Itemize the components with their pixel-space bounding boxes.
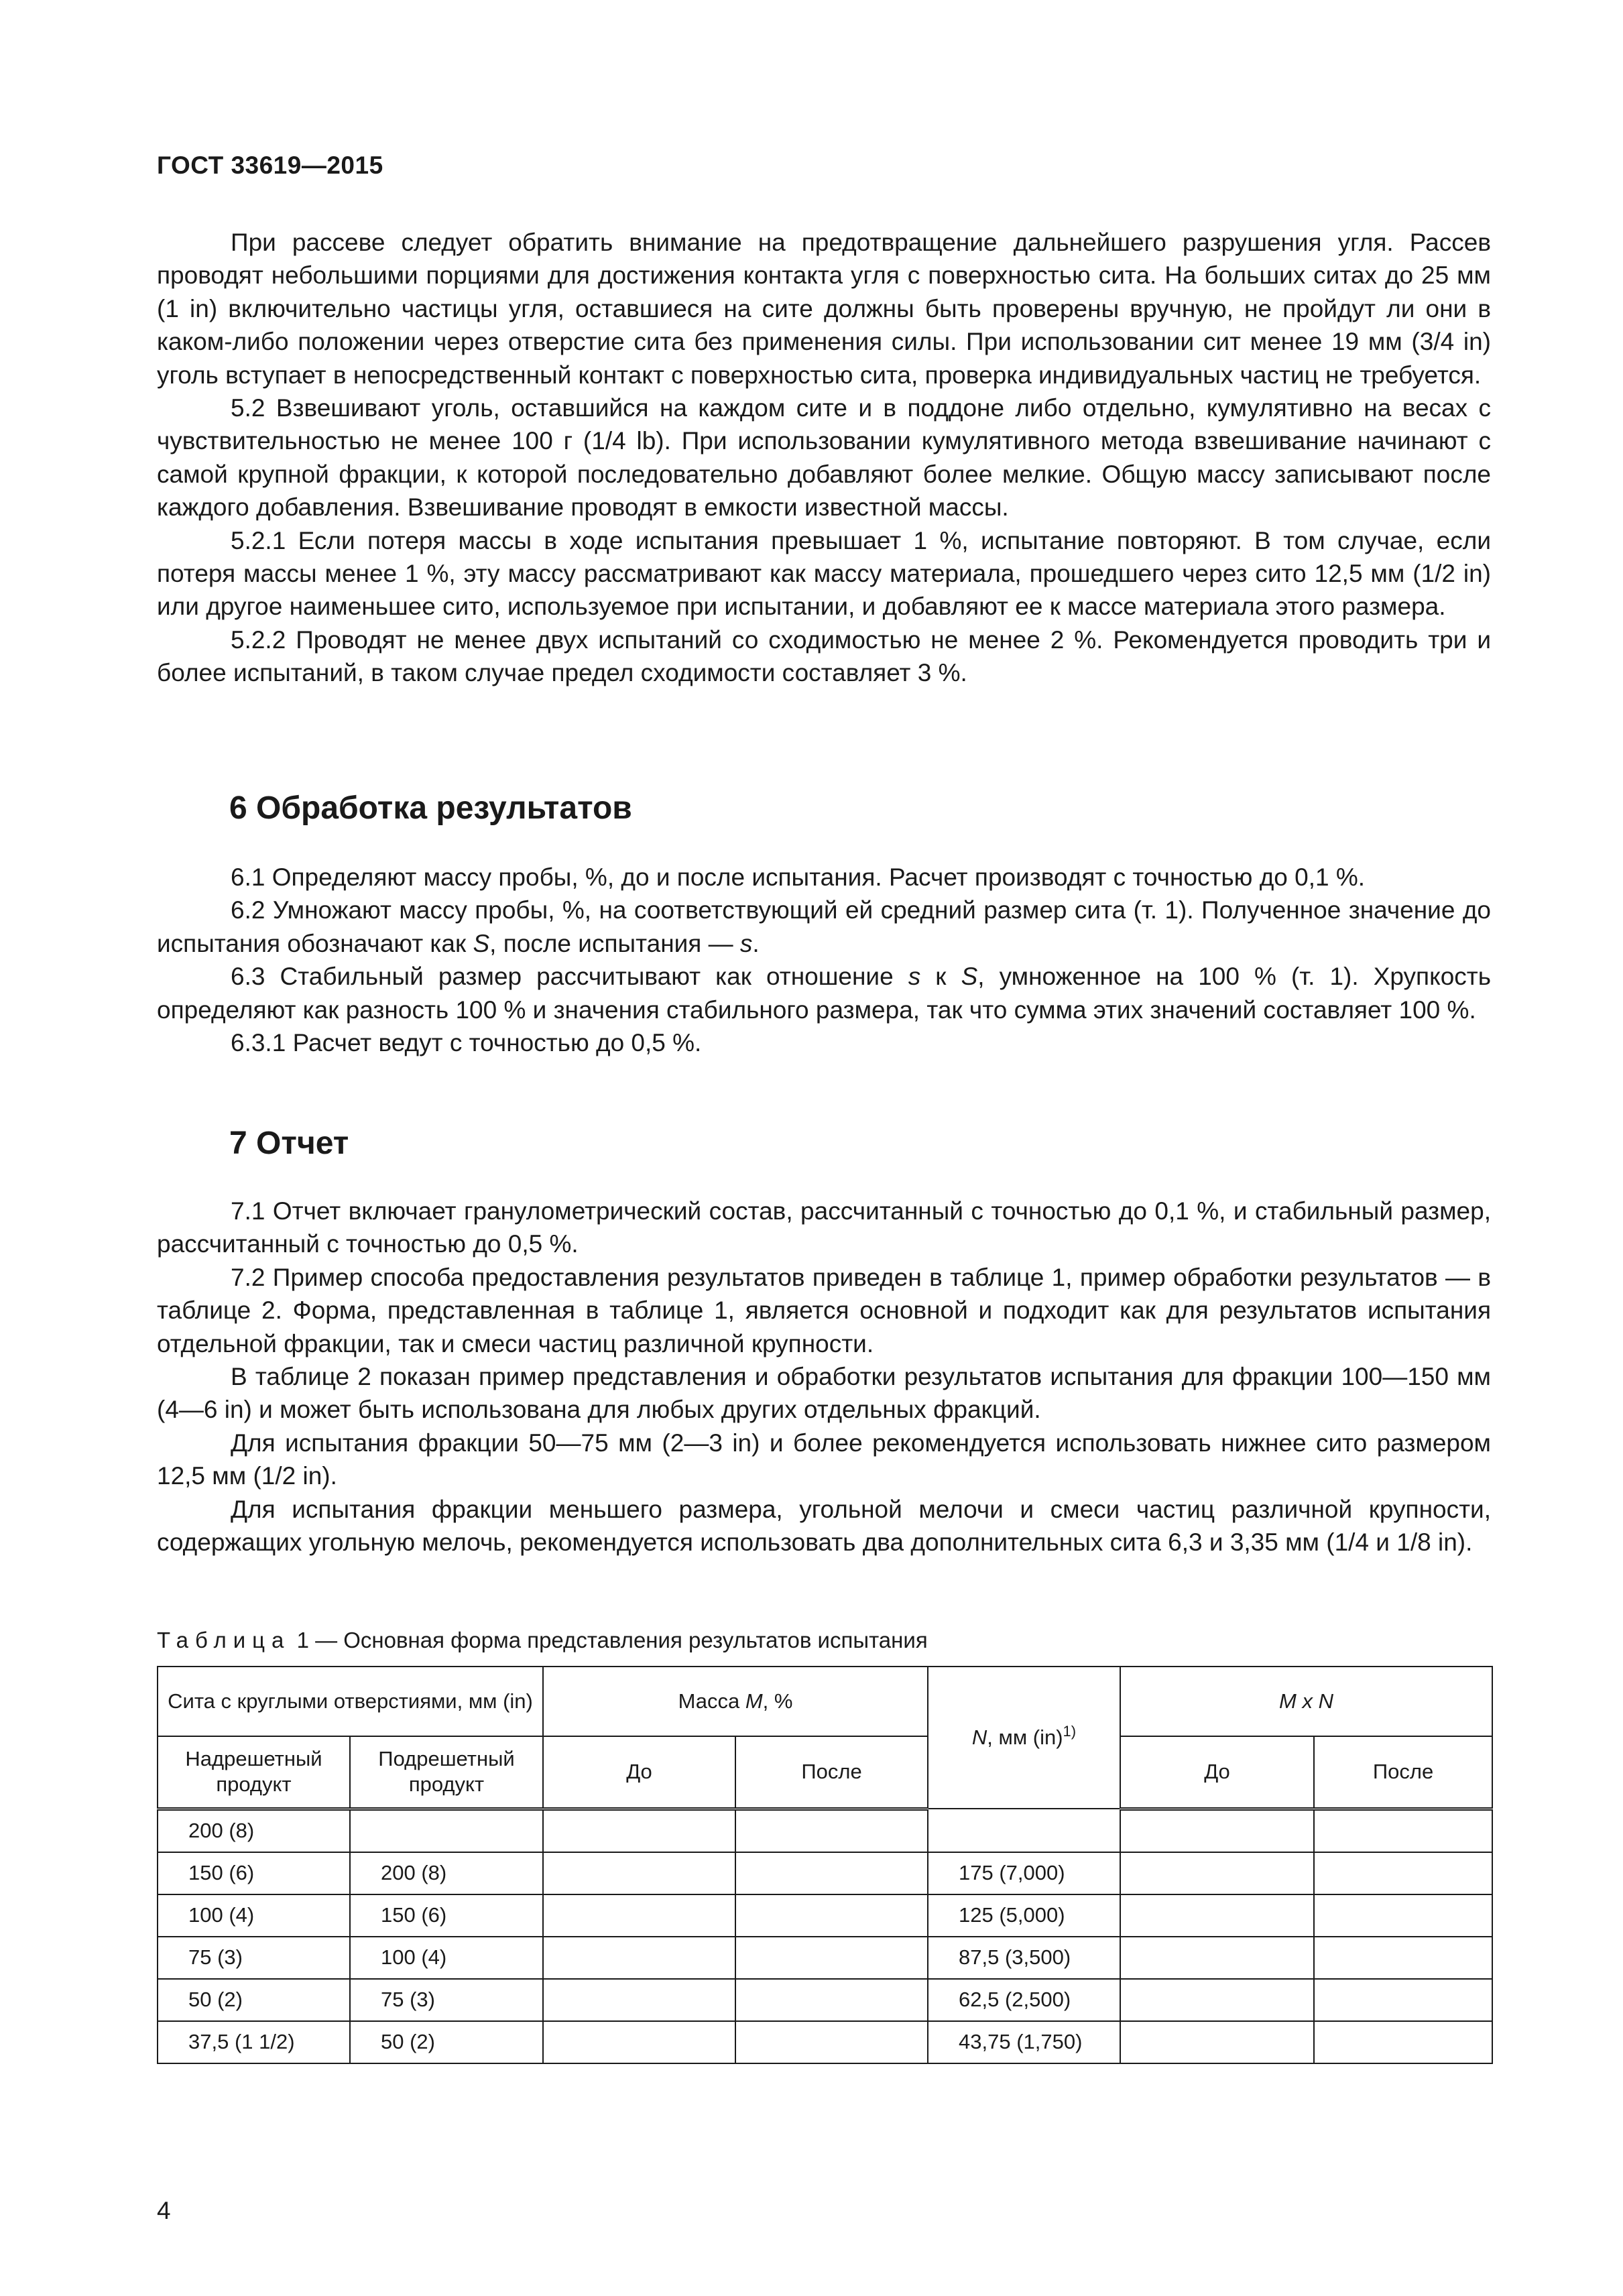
header-mxn [1120, 1667, 1492, 1736]
cell-n: 62,5 (2,500) [928, 1979, 1120, 2021]
document-header: ГОСТ 33619—2015 [157, 152, 383, 179]
cell-over: 37,5 (1 1/2) [158, 2021, 350, 2063]
section6-text [157, 861, 1491, 1059]
text-run: . [752, 929, 760, 957]
paragraph-5-2: 5.2 Взвешивают уголь, оставшийся на каждом сите и в поддоне либо отдельно, кумулятивно на весах с чувствительностью не менее 100 г (1/4 lb). При использовании кумулятивного метода взвешивание начинают с самой крупной фракции, к которой последовательно добавляют более мелкие. Общую массу записывают после каждого добавления. Взвешивание проводят в емкости известной массы. [157, 394, 1491, 522]
cell-mass-before [543, 1809, 735, 1852]
header-mass-var: M [745, 1689, 763, 1713]
caption-label: Таблица [157, 1628, 291, 1652]
header-over: Надрешетный продукт [158, 1736, 350, 1809]
table-row [158, 2021, 1492, 2063]
paragraph: При рассеве следует обратить внимание на предотвращение дальнейшего разрушения угля. Рассев проводят небольшими порциями для достижения контакта угля с поверхностью сита. На больших ситах до 25 мм (1 in) включительно частицы угля, оставшиеся на сите должны быть проверены вручную, не пройдут ли они в каком-либо положении через отверстие сита без применения силы. При использовании сит менее 19 мм (3/4 in) уголь вступает в непосредственный контакт с поверхностью сита, проверка индивидуальных частиц не требуется. [157, 229, 1491, 389]
cell-n: 87,5 (3,500) [928, 1937, 1120, 1979]
paragraph-7-1: 7.1 Отчет включает гранулометрический состав, рассчитанный с точностью до 0,1 %, и стабильный размер, рассчитанный с точностью до 0,5 %. [157, 1197, 1491, 1258]
cell-mxn-before [1120, 1809, 1314, 1852]
cell-mass-after [735, 1894, 928, 1937]
text-run: 6.3 Стабильный размер рассчитывают как отношение [231, 963, 908, 991]
text-run: , после испытания — [489, 929, 740, 957]
cell-mass-before [543, 2021, 735, 2063]
cell-n [928, 1809, 1120, 1852]
cell-under: 75 (3) [350, 1979, 543, 2021]
cell-n: 125 (5,000) [928, 1894, 1120, 1937]
symbol-S: S [961, 963, 978, 991]
results-table [157, 1666, 1493, 2064]
cell-mxn-after [1314, 1894, 1492, 1937]
header-n [928, 1667, 1120, 1809]
footnote-ref: 1) [1063, 1723, 1077, 1740]
cell-mxn-after [1314, 1809, 1492, 1852]
header-mxn-after: После [1314, 1736, 1492, 1809]
paragraph-7-2: 7.2 Пример способа предоставления результатов приведен в таблице 1, пример обработки результатов — в таблице 2. Форма, представленная в таблице 1, является основной и подходит как для результатов испытания отдельной фракции, так и смеси частиц различной крупности. [157, 1263, 1491, 1357]
paragraph-7-3: В таблице 2 показан пример представления и обработки результатов испытания для фракции 100—150 мм (4—6 in) и может быть использована для любых других отдельных фракций. [157, 1363, 1491, 1424]
symbol-s: s [908, 963, 921, 991]
section-7-heading: 7 Отчет [229, 1126, 349, 1161]
paragraph-7-4: Для испытания фракции 50—75 мм (2—3 in) и более рекомендуется использовать нижнее сито размером 12,5 мм (1/2 in). [157, 1429, 1491, 1490]
header-mass-before: До [543, 1736, 735, 1809]
cell-mxn-before [1120, 1894, 1314, 1937]
cell-mass-after [735, 1979, 928, 2021]
section7-text [157, 1195, 1491, 1559]
cell-mxn-before [1120, 1937, 1314, 1979]
cell-mxn-after [1314, 2021, 1492, 2063]
header-sieves: Сита с круглыми отверстиями, мм (in) [158, 1667, 543, 1736]
cell-mxn-before [1120, 1979, 1314, 2021]
section-6 [157, 790, 632, 827]
cell-under: 150 (6) [350, 1894, 543, 1937]
cell-over: 75 (3) [158, 1937, 350, 1979]
cell-under: 100 (4) [350, 1937, 543, 1979]
cell-mxn-before [1120, 1852, 1314, 1894]
cell-mass-before [543, 1852, 735, 1894]
cell-under: 50 (2) [350, 2021, 543, 2063]
header-mxn-label: M x N [1279, 1689, 1333, 1713]
header-n-var: N [971, 1726, 987, 1749]
paragraph-6-2 [157, 894, 1491, 960]
table-row [158, 1852, 1492, 1894]
table-row [158, 1894, 1492, 1937]
cell-mxn-after [1314, 1979, 1492, 2021]
page-number: 4 [157, 2197, 171, 2224]
cell-mass-before [543, 1937, 735, 1979]
paragraph-7-5: Для испытания фракции меньшего размера, угольной мелочи и смеси частиц различной крупности, содержащих угольную мелочь, рекомендуется использовать два дополнительных сита 6,3 и 3,35 мм (1/4 и 1/8 in). [157, 1495, 1491, 1557]
section-6-heading: 6 Обработка результатов [229, 790, 632, 826]
paragraph-6-3 [157, 960, 1491, 1026]
cell-under: 200 (8) [350, 1852, 543, 1894]
cell-mass-before [543, 1894, 735, 1937]
header-mxn-before: До [1120, 1736, 1314, 1809]
text-run: к [920, 963, 961, 991]
cell-mass-after [735, 1852, 928, 1894]
paragraph-6-1: 6.1 Определяют массу пробы, %, до и после испытания. Расчет производят с точностью до 0,1 %. [231, 863, 1366, 891]
table-row [158, 1937, 1492, 1979]
cell-mass-after [735, 2021, 928, 2063]
symbol-s: s [739, 929, 753, 957]
cell-mxn-before [1120, 2021, 1314, 2063]
header-mass-prefix: Масса [678, 1689, 745, 1713]
header-mass-after: После [735, 1736, 928, 1809]
cell-mxn-after [1314, 1852, 1492, 1894]
header-mass [543, 1667, 928, 1736]
cell-n: 43,75 (1,750) [928, 2021, 1120, 2063]
paragraph-5-2-1: 5.2.1 Если потеря массы в ходе испытания превышает 1 %, испытание повторяют. В том случае, если потеря массы менее 1 %, эту массу рассматривают как массу материала, прошедшего через сито 12,5 мм (1/2 in) или другое наименьшее сито, используемое при испытании, и добавляют ее к массе материала этого размера. [157, 526, 1491, 621]
cell-mass-after [735, 1809, 928, 1852]
text-run: 6.2 Умножают массу пробы, %, на соответствующий ей средний размер сита (т. 1). Полученное значение до испытания обозначают как [157, 896, 1491, 957]
section-7 [157, 1125, 349, 1162]
cell-over: 200 (8) [158, 1809, 350, 1852]
caption-text: 1 — Основная форма представления результатов испытания [296, 1628, 928, 1652]
header-n-suffix: , мм (in) [987, 1726, 1063, 1749]
cell-mxn-after [1314, 1937, 1492, 1979]
table-caption [157, 1628, 928, 1653]
header-under: Подрешетный продукт [350, 1736, 543, 1809]
section5-text [157, 226, 1491, 690]
table-row [158, 1809, 1492, 1852]
paragraph-5-2-2: 5.2.2 Проводят не менее двух испытаний со сходимостью не менее 2 %. Рекомендуется проводить три и более испытаний, в таком случае предел сходимости составляет 3 %. [157, 625, 1491, 687]
cell-n: 175 (7,000) [928, 1852, 1120, 1894]
paragraph-6-3-1: 6.3.1 Расчет ведут с точностью до 0,5 %. [231, 1029, 702, 1057]
cell-over: 100 (4) [158, 1894, 350, 1937]
symbol-S: S [473, 929, 490, 957]
cell-over: 150 (6) [158, 1852, 350, 1894]
table-row [158, 1979, 1492, 2021]
cell-over: 50 (2) [158, 1979, 350, 2021]
header-mass-suffix: , % [762, 1689, 793, 1713]
cell-mass-after [735, 1937, 928, 1979]
cell-under [350, 1809, 543, 1852]
text-run: , умноженное на 100 % (т. 1). Хрупкость определяют как разность 100 % и значения стабильного размера, так что сумма этих значений составляет 100 %. [157, 963, 1492, 1024]
cell-mass-before [543, 1979, 735, 2021]
